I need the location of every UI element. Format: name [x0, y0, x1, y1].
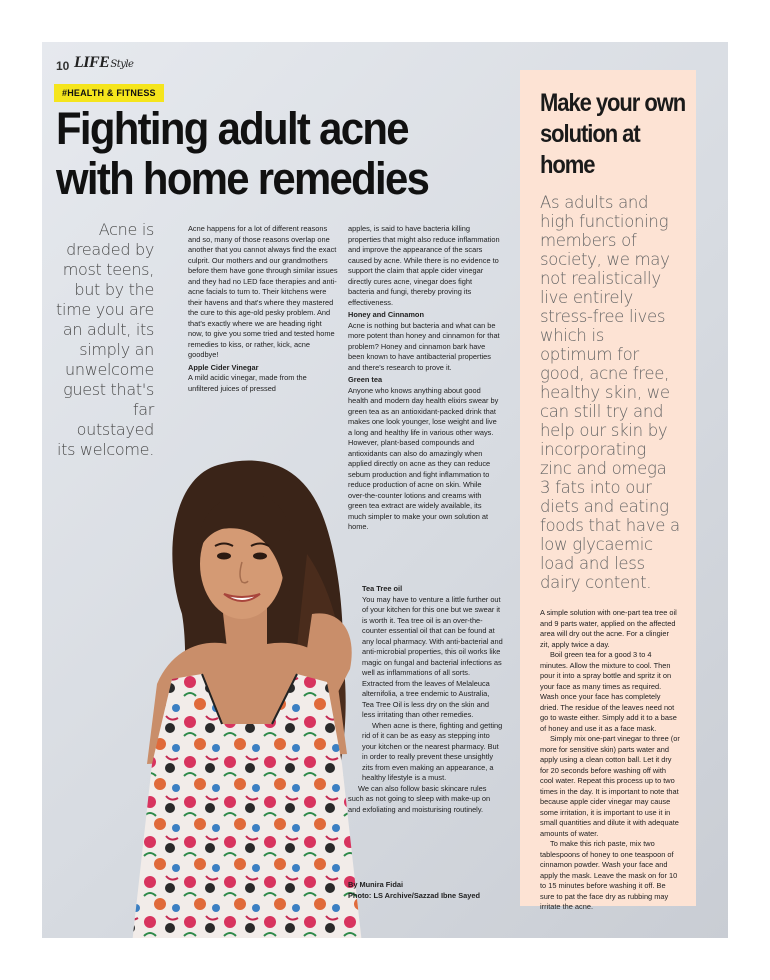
byline-photo-credit: Photo: LS Archive/Sazzad Ibne Sayed [348, 890, 480, 900]
sidebar-title: Make your own solution at home [540, 89, 686, 179]
article-column-2 [348, 224, 500, 533]
sidebar-paragraph-honey: To make this rich paste, mix two tablespoons of honey to one teaspoon of cinnamon powder. Wash your face and apply the mask. Leave the mask on for 10 to 15 minutes before washing it off. Be sure to pat the face dry as rubbing may irritate the acne. [540, 839, 678, 911]
magazine-page [42, 42, 728, 938]
honey-paragraph: Acne is nothing but bacteria and what can be more potent than honey and cinnamon for that problem? Honey and cinnamon bark have been known to have antibacterial properties and there's research to prove it. [348, 320, 500, 372]
sidebar-body [540, 608, 680, 913]
section-heading-tea-tree: Tea Tree oil [362, 584, 403, 593]
sidebar-paragraph-green-tea: Boil green tea for a good 3 to 4 minutes. Allow the mixture to cool. Then pour it into a spray bottle and spritz it on your face as many times as required. Wash once your face has completely dried. The residue of the leaves need not go to waste either. Simply add it to a base of honey and use it as a face mask. [540, 650, 677, 733]
article-column-3 [348, 582, 503, 815]
sidebar-paragraph-tea-tree: A simple solution with one-part tea tree oil and 9 parts water, applied on the affected area will dry out the acne. For a clingier zit, apply twice a day. [540, 608, 677, 649]
magazine-logo: LIFEStyle [74, 54, 134, 71]
section-heading-honey: Honey and Cinnamon [348, 310, 424, 319]
byline [348, 880, 498, 901]
page-number: 10 [56, 59, 70, 73]
closing-paragraph-1: When acne is there, fighting and getting rid of it can be as easy as stepping into your kitchen or the nearest pharmacy. But in order to really prevent these unsightly zits from even making an appearance, a healthy lifestyle is a must. [362, 720, 503, 782]
sidebar-intro: As adults and high functioning members of society, we may not realistically live entirely stress-free lives which is optimum for good, acne free, healthy skin, we can still try and help our skin by incorporating zinc and omega 3 fats into our diets and eating foods that have a low glycaemic load and less dairy content. [540, 193, 680, 592]
article-title: Fighting adult acne with home remedies [56, 103, 429, 204]
tea-tree-paragraph: You may have to venture a little further out of your kitchen for this one but we swear it is worth it. Tea tree oil is an over-the-counter essential oil that can be found at any local pharmacy. With anti-bacterial and anti-microbial properties, this oil works like magic on fungal and bacterial infections as well as inflammations of all sorts. Extracted from the leaves of Melaleuca alternifolia, a tree endemic to Australia, Tea Tree Oil is less dry on the skin and less irritating than other remedies. [362, 594, 503, 719]
section-heading-acv: Apple Cider Vinegar [188, 362, 259, 372]
article-column-1 [188, 224, 338, 394]
sidebar-box [520, 70, 696, 911]
section-tag: #HEALTH & FITNESS [54, 84, 164, 102]
acv-paragraph: A mild acidic vinegar, made from the unfiltered juices of pressed [188, 373, 307, 393]
acv-paragraph-cont: apples, is said to have bacteria killing properties that might also reduce inflammation and improve the appearance of the scars caused by acne. While there is no evidence to support the claim that apple cider vinegar directly cures acne, vinegar does fight bacteria and fungi, thereby proving its effectiveness. [348, 224, 500, 307]
sidebar-paragraph-vinegar: Simply mix one-part vinegar to three (or more for sensitive skin) parts water and apply using a clean cotton ball. Let it dry for 20 seconds before washing off with cool water. Repeat this process up to two times in the day. It is important to note that because apple cider vinegar may cause some irritation, it is important to use it in small quantities and dilute it with adequate amounts of water. [540, 734, 680, 838]
pull-quote: Acne is dreaded by most teens, but by the time you are an adult, its simply an unwelcome guest that's far outstayed its welcome. [56, 220, 154, 459]
closing-paragraph-2: We can also follow basic skincare rules such as not going to sleep with make-up on and exfoliating and moisturising routinely. [348, 783, 491, 814]
section-heading-green-tea: Green tea [348, 375, 383, 384]
green-tea-paragraph: Anyone who knows anything about good health and modern day health elixirs swear by green tea as an antioxidant-packed drink that makes one look younger, lose weight and live a long and healthy life in various other ways. However, plant-based compounds and antioxidants can also do amazingly when applied directly on acne as they can reduce sebum production and fight inflammation to reduce production of acne on skin. While over-the-counter lotions and creams with green tea extract are widely available, its much simpler to make your own solution at home. [348, 385, 499, 531]
intro-paragraph: Acne happens for a lot of different reasons and so, many of those reasons overlap one another that you cannot always find the exact culprit. Our mothers and our grandmothers before them have gone through similar issues and they had no LED face therapies and anti-acne facials to turn to. Their kitchens were their havens and that's where they mastered the cure to this age-old pesky problem. And that's exactly where we are heading right now, to give you some tried and tested home remedies to kiss, or rather, kick, acne goodbye! [188, 224, 338, 359]
byline-author: By Munira Fidai [348, 880, 404, 889]
